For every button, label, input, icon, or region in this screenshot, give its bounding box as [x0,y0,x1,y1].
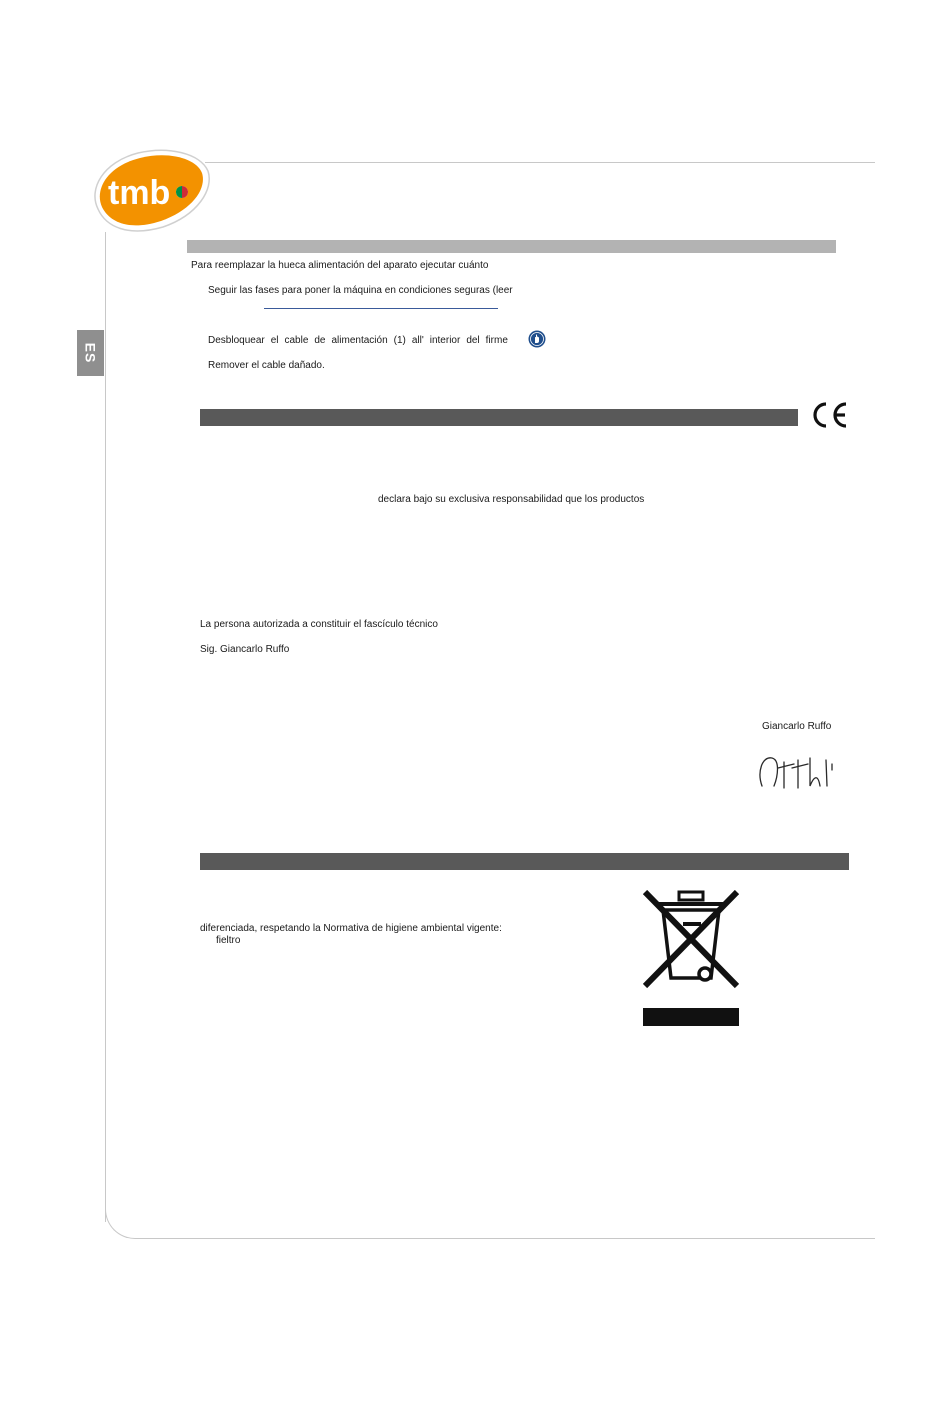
crossed-bin-icon [643,890,739,1028]
reference-link-underline [264,308,498,309]
step-2-word: alimentación [331,335,388,346]
replacement-step-2 [208,335,508,347]
step-2-word: del [466,335,480,346]
signatory-name: Giancarlo Ruffo [762,721,832,732]
language-tab-label: ES [82,342,99,364]
step-2-word: Desbloquear [208,335,265,346]
svg-text:tmb: tmb [108,174,171,212]
page-frame-bottom [140,1238,875,1239]
tmb-logo [88,147,213,237]
step-2-word: cable [284,335,309,346]
step-2-word: de [314,335,326,346]
authorized-person-label: La persona autorizada a constituir el fascículo técnico [200,619,438,630]
disposal-text-line-1: diferenciada, respetando la Normativa de higiene ambiental vigente: [200,923,502,934]
info-hand-icon [528,330,546,348]
replacement-intro: Para reemplazar la hueca alimentación del aparato ejecutar cuánto [191,260,489,271]
disposal-text-line-2: fieltro [216,935,241,946]
page-frame-corner [105,1205,145,1239]
replacement-step-3: Remover el cable dañado. [208,360,325,371]
step-2-word: el [270,335,279,346]
authorized-person-name: Sig. Giancarlo Ruffo [200,644,290,655]
section-bar-replacement [187,240,836,253]
ce-mark-icon [808,400,850,430]
step-2-word: interior [429,335,461,346]
declaration-statement: declara bajo su exclusiva responsabilidad que los productos [378,494,645,505]
signature [754,748,838,794]
page-frame-top [205,162,875,163]
section-bar-declaration [200,409,798,426]
step-2-word: all' [411,335,424,346]
replacement-step-1: Seguir las fases para poner la máquina en condiciones seguras (leer [208,285,513,296]
section-bar-disposal [200,853,849,870]
step-2-word: (1) [393,335,406,346]
page-frame-left [105,232,106,1222]
step-2-word: firme [485,335,508,346]
